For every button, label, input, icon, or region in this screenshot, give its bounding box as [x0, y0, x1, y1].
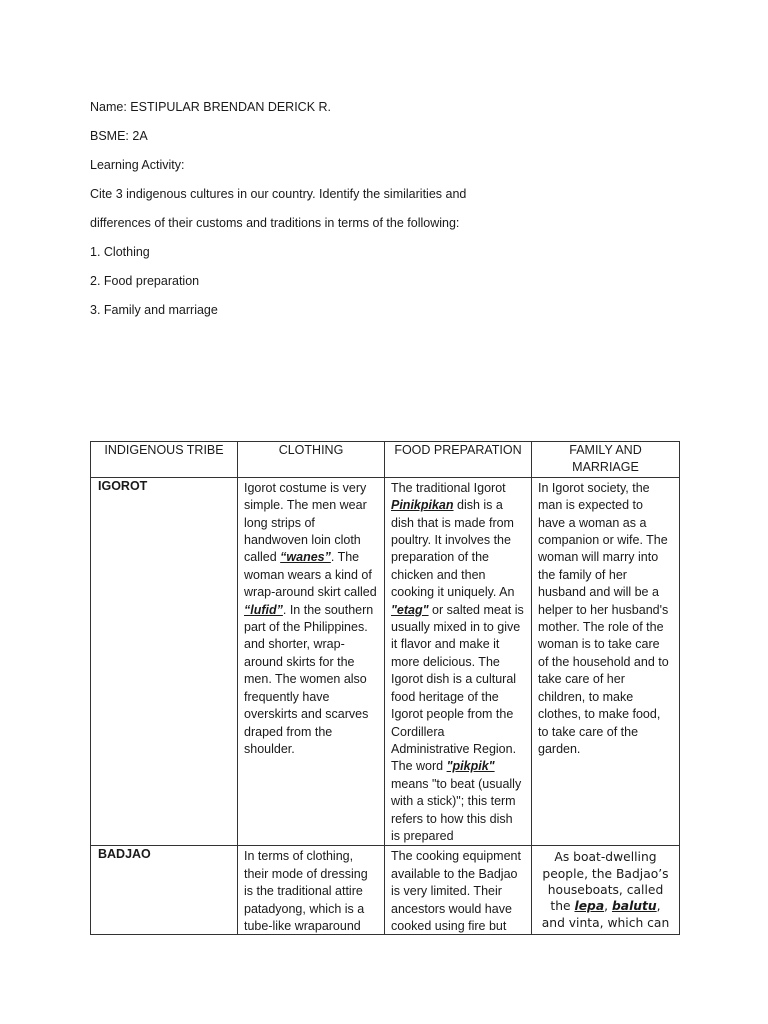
- table-header-row: [91, 442, 680, 478]
- column-header-clothing: CLOTHING: [238, 442, 385, 478]
- student-name: Name: ESTIPULAR BRENDAN DERICK R.: [90, 100, 332, 114]
- clothing-cell: Igorot costume is very simple. The men wear long strips of handwoven loin cloth called “wanes”. The woman wears a kind of wrap-around skirt called “lufid”. In the southern part of the Philippines. and shorter, wrap-around skirts for the men. The women also frequently have overskirts and scarves draped from the shoulder.: [238, 477, 385, 846]
- list-item-clothing: 1. Clothing: [90, 245, 150, 259]
- column-header-food: FOOD PREPARATION: [385, 442, 532, 478]
- family-cell: In Igorot society, the man is expected to have a woman as a companion or wife. The woman will marry into the family of her husband and will be a helper to her husband's mother. The role of the woman is to take care of the household and to take care of her children, to make clothes, to make food, to take care of the garden.: [532, 477, 680, 846]
- keyword: lepa: [574, 899, 605, 914]
- column-header-tribe: INDIGENOUS TRIBE: [91, 442, 238, 478]
- keyword: “lufid”: [244, 602, 283, 617]
- keyword: balutu: [611, 899, 657, 914]
- list-item-family: 3. Family and marriage: [90, 303, 218, 317]
- list-item-food: 2. Food preparation: [90, 274, 200, 288]
- activity-title: Learning Activity:: [90, 158, 185, 172]
- culture-comparison-table: [90, 441, 680, 935]
- keyword: Pinikpikan: [391, 498, 454, 513]
- food-cell: The cooking equipment available to the Badjao is very limited. Their ancestors would have cooked using fire but: [385, 846, 532, 935]
- instruction-text: differences of their customs and traditions in terms of the following:: [90, 216, 460, 230]
- document-header: [90, 93, 710, 325]
- keyword: “wanes”: [280, 550, 331, 565]
- column-header-family: FAMILY AND MARRIAGE: [532, 442, 680, 478]
- table-row: [91, 846, 680, 935]
- course-section: BSME: 2A: [90, 129, 148, 143]
- food-cell: The traditional Igorot Pinikpikan dish is a dish that is made from poultry. It involves the preparation of the chicken and then cooking it uniquely. An "etag" or salted meat is usually mixed in to give it flavor and make it more delicious. The Igorot dish is a cultural food heritage of the Igorot people from the Cordillera Administrative Region. The word "pikpik" means "to beat (usually with a stick)"; this term refers to how this dish is prepared: [385, 477, 532, 846]
- instruction-text: Cite 3 indigenous cultures in our country. Identify the similarities and: [90, 187, 467, 201]
- keyword: "etag": [391, 602, 429, 617]
- tribe-name: BADJAO: [91, 846, 238, 935]
- family-cell: As boat-dwelling people, the Badjao’s houseboats, called the lepa, balutu, and vinta, which can: [532, 846, 680, 935]
- keyword: "pikpik": [446, 759, 495, 774]
- table-row: [91, 477, 680, 846]
- clothing-cell: In terms of clothing, their mode of dressing is the traditional attire patadyong, which is a tube-like wraparound: [238, 846, 385, 935]
- tribe-name: IGOROT: [91, 477, 238, 846]
